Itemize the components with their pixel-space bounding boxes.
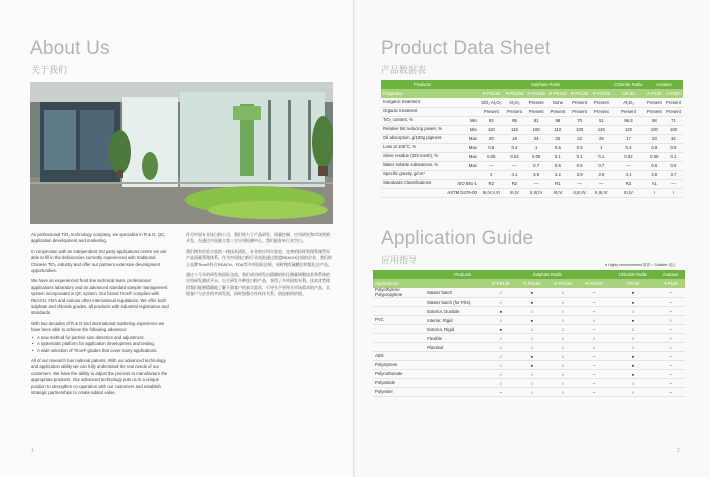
table-row [373,388,685,397]
property-label: Organic treatment [381,107,445,116]
property-unit [445,107,479,116]
recommendation-mark: ○ [610,307,657,316]
table-cell: 3.7 [664,170,683,179]
table-row [373,343,685,352]
about-para: With two decades of R & D and international marketing experience we have been able to achieve the following advances: [31,320,165,333]
corner-products: Products [373,270,485,279]
table-cell: 0.4 [612,143,645,152]
table-cell: Present [547,107,569,116]
table-row [373,307,685,316]
recommendation-mark: ● [610,288,657,298]
grade-header: R-PS156 [516,279,547,288]
application-sub [425,388,485,397]
table-cell: Present [525,98,547,107]
property-unit [445,170,479,179]
application-label: Polycarbonate [373,370,425,379]
recommendation-mark: ○ [610,379,657,388]
recommendation-mark: ○ [485,379,516,388]
grade-header: R-PS158 [547,279,578,288]
recommendation-mark: ● [485,307,516,316]
recommendation-mark: ○ [579,343,610,352]
table-row [381,161,683,170]
table-cell: 0.02 [612,152,645,161]
group-anatase: Anatase [645,80,683,89]
recommendation-mark: – [656,370,685,379]
table-cell: Al₂O₃ [612,98,645,107]
recommendation-mark: – [485,388,516,397]
property-label [381,188,445,197]
table-cell: 20 [547,134,569,143]
recommendation-mark: ○ [547,307,578,316]
table-cell: Present [664,98,683,107]
right-page [355,0,710,477]
recommendation-mark: ● [610,352,657,361]
property-unit: Min [445,125,479,134]
application-label [373,325,425,334]
table-row [373,298,685,307]
table-cell: 0.1 [547,152,569,161]
recommendation-mark: ○ [610,334,657,343]
table-cell: II,III,IV [590,188,612,197]
table-cell: 120 [612,125,645,134]
table-cell: 0.4 [504,143,526,152]
table-row [373,316,685,325]
recommendation-mark: ○ [516,334,547,343]
recommendation-mark: ○ [547,288,578,298]
grade-header: A-P100 [645,89,664,98]
group-chloride: Chloride Rutile [612,80,645,89]
about-para: We have an experienced front line technical team, professional applications laboratory and an advanced standard sample management system incorporated in QC system. Our brand Tirox® complies with REACH, FDA and various other international regulations. We offer both sulphate and chloride grades, all products with industrial registration and standards. [31,278,169,316]
grade-header: R-PS100 [590,89,612,98]
recommendation-mark: ○ [610,388,657,397]
table-row [381,134,683,143]
table-cell: I [645,188,664,197]
table-cell: III,IV,V,VI [479,188,504,197]
ag-legend: ● Highly recommended 推荐 ○ Suitable 适合 [605,263,676,267]
about-text-en [31,232,171,400]
application-label: ABS [373,352,425,361]
table-cell: 0.1 [664,152,683,161]
page-number: 1 [31,448,34,454]
table-row [381,107,683,116]
list-item: • A systematic platform for application development and testing. [31,341,171,347]
recommendation-mark: ● [516,361,547,370]
table-row [381,98,683,107]
about-para-cn: 作为中国专业钛白粉公司，我们致力于产品研发、质量控制、应用研究和市场营销开发。在通过中国独立第三方应用检测中心，我们能弥补行业空白。 [186,232,330,244]
advances-list [31,335,171,354]
table-row [373,361,685,370]
property-unit: Min [445,116,479,125]
product-data-table [381,80,683,198]
application-sub [425,352,485,361]
application-sub: Interior, Rigid [425,316,485,325]
table-cell: 115 [504,125,526,134]
table-cell: 25 [590,134,612,143]
grade-header: A-P300 [664,89,683,98]
table-cell: Al₂O₃ [504,98,526,107]
recommendation-mark: ○ [547,379,578,388]
recommendation-mark: – [656,307,685,316]
table-cell: 4.1 [504,170,526,179]
grade-header: R-PS158 [525,89,547,98]
property-unit: Max [445,143,479,152]
property-label: Specific gravity, g/cm³ [381,170,445,179]
table-cell: 100 [664,125,683,134]
pds-title-cn: 产品数据表 [381,65,427,75]
table-row [373,288,685,298]
table-cell: 110 [547,125,569,134]
table-cell: 98 [547,116,569,125]
recommendation-mark: ○ [485,361,516,370]
recommendation-mark: ○ [485,352,516,361]
table-cell: Present [612,107,645,116]
ag-title: Application Guide [381,228,534,249]
table-cell: III,IV [612,188,645,197]
recommendation-mark: ○ [547,352,578,361]
table-cell: 0.7 [590,161,612,170]
grade-header: R-PS136 [479,89,504,98]
pds-title: Product Data Sheet [381,38,551,59]
table-cell: 18 [504,134,526,143]
table-cell: 0.05 [525,152,547,161]
table-row [381,116,683,125]
table-row [381,143,683,152]
application-sub: Exterior, Rigid [425,325,485,334]
table-cell: 0.6 [664,161,683,170]
application-sub [425,361,485,370]
table-row [373,352,685,361]
table-cell: A1 [645,179,664,188]
table-cell: None [547,98,569,107]
table-cell: 0.1 [590,152,612,161]
table-cell: 3.8 [645,170,664,179]
recommendation-mark: – [656,288,685,298]
table-cell: 17 [612,134,645,143]
recommendation-mark: ○ [485,334,516,343]
recommendation-mark: ○ [656,334,685,343]
application-label [373,298,425,307]
application-label [373,307,425,316]
property-unit: ASTM D476-00 [445,188,479,197]
grade-header: A-P100 [656,279,685,288]
table-cell: 3.9 [590,170,612,179]
table-cell: 0.1 [569,152,591,161]
table-cell: 92 [479,116,504,125]
table-cell: 4 [479,170,504,179]
table-cell: II,III,IV [569,188,591,197]
table-cell: — [479,161,504,170]
table-cell: 1 [590,143,612,152]
table-cell: 0.5 [479,143,504,152]
table-cell: 20 [479,134,504,143]
recommendation-mark: – [579,379,610,388]
corner-properties: Properties [381,89,445,98]
table-cell: 0.6 [569,161,591,170]
recommendation-mark: – [656,361,685,370]
recommendation-mark: ● [610,370,657,379]
table-cell: 71 [664,116,683,125]
page-number: 2 [677,448,680,454]
list-item: • A wide selection of Tirox® grades that cover many applications. [31,348,171,354]
grade-header: R-PS136 [569,89,591,98]
recommendation-mark: ○ [516,379,547,388]
application-guide-table [373,270,685,397]
table-cell: 0.5 [569,143,591,152]
recommendation-mark: ○ [516,343,547,352]
property-unit [445,98,479,107]
ag-title-cn: 应用指导 [381,255,418,265]
recommendation-mark: ○ [547,343,578,352]
recommendation-mark: – [579,388,610,397]
recommendation-mark: – [579,325,610,334]
recommendation-mark: ○ [485,298,516,307]
table-cell: R2 [612,179,645,188]
recommendation-mark: ○ [579,316,610,325]
recommendation-mark: – [579,370,610,379]
property-label: Water soluble substances, % [381,161,445,170]
table-cell: 110 [479,125,504,134]
table-cell: 22 [569,134,591,143]
table-cell: — [664,179,683,188]
property-label: Sieve residue (325 mesh), % [381,152,445,161]
application-label [373,343,425,352]
recommendation-mark: – [579,352,610,361]
table-cell: 0.5 [645,161,664,170]
recommendation-mark: ○ [516,388,547,397]
recommendation-mark: ● [516,316,547,325]
table-cell: 32 [664,134,683,143]
table-cell: 70 [569,116,591,125]
group-anatase: Anatase [656,270,685,279]
recommendation-mark: ○ [516,370,547,379]
about-para-cn: 通过十几年的研发和国际交流，我们成功研发出精确的粒径测量调整技术和系统的应用研发测试平台，自主研发多种钛白粉产品，获得了多项国家专利。技术优势使得我们能够精确地了解下游客户的真实需求，引导生产更符合市场需求的产品，实现客户与企业的共同发展，同时加强合作伙伴关系，创造新的价值。 [186,272,330,297]
recommendation-mark: – [656,325,685,334]
table-cell: 0.8 [645,143,664,152]
application-label: Polyamide [373,379,425,388]
table-cell: — [612,161,645,170]
recommendation-mark: ● [610,361,657,370]
recommendation-mark: ○ [516,325,547,334]
grade-header: CR-83 [612,89,645,98]
recommendation-mark: ○ [656,343,685,352]
recommendation-mark: – [579,307,610,316]
property-label: Inorganic treatment [381,98,445,107]
table-row [381,152,683,161]
recommendation-mark: ○ [547,361,578,370]
property-label: Standards Classifications [381,179,445,188]
table-cell: Present [645,98,664,107]
recommendation-mark: ● [610,298,657,307]
table-cell: 0.5 [547,143,569,152]
application-sub [425,379,485,388]
table-row [381,179,683,188]
application-label: Polystyrene [373,361,425,370]
table-row [373,379,685,388]
table-cell: SiO₂ Al₂O₃ [479,98,504,107]
property-label: Loss at 105°C, % [381,143,445,152]
application-label [373,334,425,343]
table-cell: 100 [645,125,664,134]
recommendation-mark: ● [485,325,516,334]
table-cell: 51 [590,116,612,125]
about-para-cn: 我们拥有经验丰富的一线技术团队、专业的应用实验室，完善的标样管理系统贯穿产品质量管理体系。作为中国钛白粉行业首批通过欧盟REACH注册的企业，我们的主品牌Tirox®符合REACH、FDA等多项国际法规，同时拥有硫酸法和氯化法产品。 [186,248,333,267]
application-sub: Flexible [425,334,485,343]
recommendation-mark: – [579,361,610,370]
recommendation-mark: ○ [547,298,578,307]
table-row [373,370,685,379]
table-cell: 1 [525,143,547,152]
recommendation-mark: ● [516,288,547,298]
property-label: TiO₂ content, % [381,116,445,125]
table-cell: 0.05 [479,152,504,161]
table-cell: — [504,161,526,170]
table-cell: 95 [504,116,526,125]
application-sub: Master batch (for Film) [425,298,485,307]
table-cell: Present [569,98,591,107]
recommendation-mark: ○ [547,388,578,397]
table-cell: Present [504,107,526,116]
recommendation-mark: ○ [485,316,516,325]
recommendation-mark: ● [610,316,657,325]
about-title: About Us [30,38,110,59]
table-cell: 100 [525,125,547,134]
table-cell: — [590,179,612,188]
table-cell: R1 [547,179,569,188]
recommendation-mark: ○ [516,307,547,316]
application-sub [425,370,485,379]
table-cell: 4.2 [547,170,569,179]
grade-header: R-PS100 [547,89,569,98]
recommendation-mark: ● [516,298,547,307]
table-cell: 0.05 [645,152,664,161]
recommendation-mark: ○ [485,288,516,298]
corner-applications: Applications [373,279,485,288]
office-photo [30,82,333,224]
corner-products: Products [381,80,445,89]
recommendation-mark: – [656,352,685,361]
table-cell: 4.1 [612,170,645,179]
application-label: Polyethylene Polypropylene [373,288,425,298]
table-cell: 81 [525,116,547,125]
table-cell: 0.7 [525,161,547,170]
table-row [381,170,683,179]
about-para: As professional TiO₂ technology company, we specialize in R & D, QC, application development and marketing. [31,232,166,244]
recommendation-mark: ○ [485,343,516,352]
group-sulphate: Sulphate Rutile [479,80,612,89]
about-title-cn: 关于我们 [31,65,68,75]
table-cell: Present [664,107,683,116]
grade-header: R-PS136 [485,279,516,288]
table-cell: II,III,IV [525,188,547,197]
table-row [381,125,683,134]
recommendation-mark: ○ [547,316,578,325]
table-cell: Present [590,98,612,107]
recommendation-mark: ○ [610,343,657,352]
table-row [373,325,685,334]
group-chloride: Chloride Rutile [610,270,657,279]
table-cell: — [525,179,547,188]
recommendation-mark: ○ [547,334,578,343]
recommendation-mark: – [656,379,685,388]
table-cell: 0.03 [504,152,526,161]
application-sub: Master batch [425,288,485,298]
table-cell: Present [569,107,591,116]
about-para: All of our research has national patents. With our advanced technology and application ability we can fully understand the real needs of our customers. We have the ability to adjust the process to manufacture the appropriate products. Our advanced technology puts us in a unique position to strengthen co-operation with our customers and establish strategic partnerships to create added value. [31,357,168,395]
recommendation-mark: ○ [610,325,657,334]
table-cell: — [569,179,591,188]
table-cell: 3.9 [569,170,591,179]
grade-header: CR-83 [610,279,657,288]
table-cell: Present [590,107,612,116]
recommendation-mark: – [656,298,685,307]
table-cell: III,IV [547,188,569,197]
recommendation-mark: ● [516,352,547,361]
property-label: Relative tint reducing power, % [381,125,445,134]
property-unit: Max [445,161,479,170]
application-label: PVC [373,316,425,325]
table-cell: 0.6 [547,161,569,170]
property-unit: Max [445,134,479,143]
group-sulphate: Sulphate Rutile [485,270,609,279]
application-sub: Plastisol [425,343,485,352]
recommendation-mark: ○ [656,316,685,325]
table-cell: Present [479,107,504,116]
table-cell: Present [525,107,547,116]
table-cell: I [664,188,683,197]
table-cell: III,IV [504,188,526,197]
table-cell: Present [645,107,664,116]
recommendation-mark: ○ [485,370,516,379]
recommendation-mark: ○ [547,370,578,379]
recommendation-mark: – [656,388,685,397]
table-cell: 23 [645,134,664,143]
recommendation-mark: ○ [547,325,578,334]
table-cell: 96.5 [612,116,645,125]
recommendation-mark: ○ [579,334,610,343]
application-label: Polyester [373,388,425,397]
table-cell: 120 [590,125,612,134]
table-cell: R2 [504,179,526,188]
list-item: • A new method for particle size detection and adjustment. [31,335,171,341]
table-row [381,188,683,197]
recommendation-mark: – [579,298,610,307]
about-text-cn [186,232,333,302]
table-row [373,334,685,343]
table-cell: 24 [525,134,547,143]
property-label: Oil absorption, g/100g pigment [381,134,445,143]
table-cell: R2 [479,179,504,188]
property-unit: ISO 591-1 [445,179,479,188]
about-para: In conjunction with an independent 3rd party applications centre we are able to fill in the deficiencies currently experienced with traditional Chinese TiO₂ industry and offer our partners extensive development opportunities. [31,248,167,274]
table-cell: 0.8 [664,143,683,152]
recommendation-mark: – [579,288,610,298]
grade-header: R-PS156 [504,89,526,98]
table-cell: 3.9 [525,170,547,179]
grade-header: R-PS100 [579,279,610,288]
table-cell: 98 [645,116,664,125]
application-sub: Exterior, Durable [425,307,485,316]
property-unit: Max [445,152,479,161]
table-cell: 100 [569,125,591,134]
